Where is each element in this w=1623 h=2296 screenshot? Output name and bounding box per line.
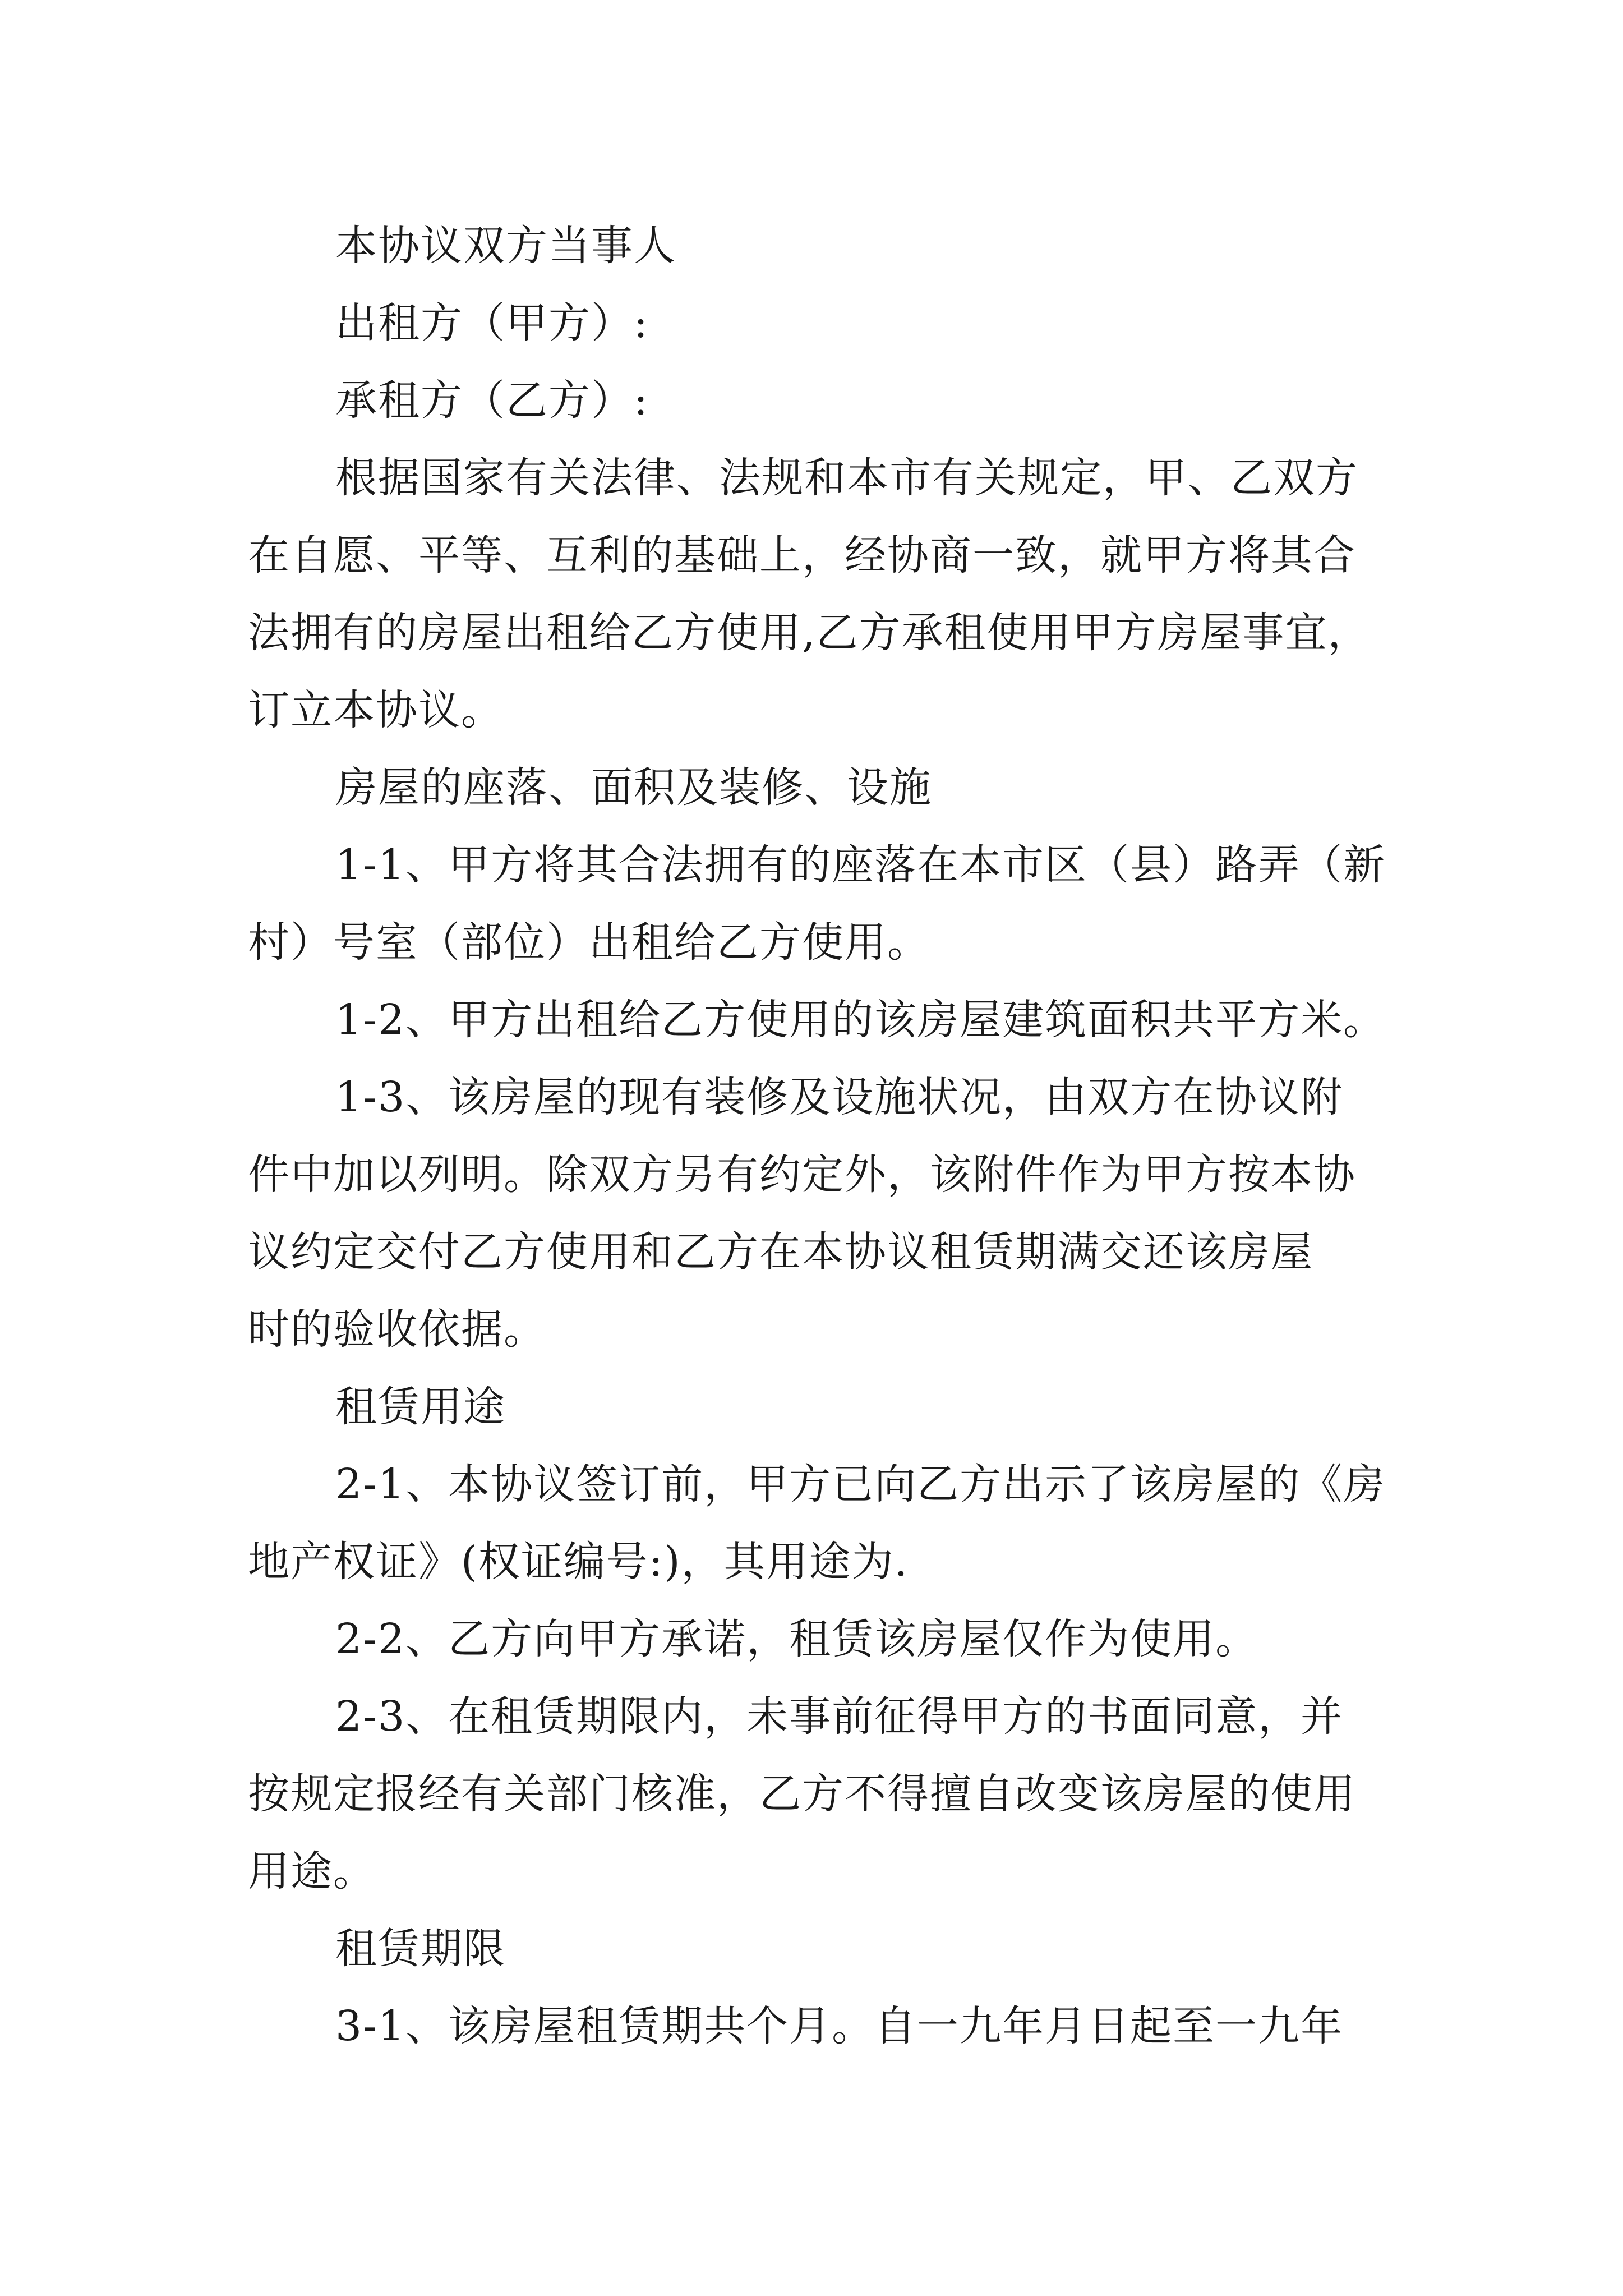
clause-2-1-line: 地产权证》(权证编号:)，其用途为. [248,1538,909,1586]
clause-2-1-line: 2-1、本协议签订前，甲方已向乙方出示了该房屋的《房 [335,1460,1386,1508]
section-heading-premises: 房屋的座落、面积及装修、设施 [335,763,932,812]
preamble-heading: 本协议双方当事人 [335,222,676,270]
clause-1-3-line: 时的验收依据。 [248,1305,546,1354]
clause-1-3-line: 1-3、该房屋的现有装修及设施状况，由双方在协议附 [335,1073,1344,1121]
lessor-label: 出租方（甲方）: [335,299,649,347]
clause-2-2-line: 2-2、乙方向甲方承诺，租赁该房屋仅作为使用。 [335,1615,1258,1663]
preamble-paragraph-line: 订立本协议。 [248,686,504,734]
section-heading-use: 租赁用途 [335,1383,506,1431]
preamble-paragraph-line: 在自愿、平等、互利的基础上，经协商一致，就甲方将其合 [248,531,1356,579]
clause-2-3-line: 按规定报经有关部门核准，乙方不得擅自改变该房屋的使用 [248,1770,1356,1818]
clause-1-3-line: 议约定交付乙方使用和乙方在本协议租赁期满交还该房屋 [248,1228,1313,1276]
clause-3-1-line: 3-1、该房屋租赁期共个月。自一九年月日起至一九年 [335,2002,1344,2050]
clause-2-3-line: 2-3、在租赁期限内，未事前征得甲方的书面同意，并 [335,1692,1344,1741]
clause-1-1-line: 1-1、甲方将其合法拥有的座落在本市区（县）路弄（新 [335,841,1386,889]
preamble-paragraph-line: 根据国家有关法律、法规和本市有关规定，甲、乙双方 [335,454,1358,502]
clause-1-2-line: 1-2、甲方出租给乙方使用的该房屋建筑面积共平方米。 [335,996,1386,1044]
clause-1-3-line: 件中加以列明。除双方另有约定外，该附件作为甲方按本协 [248,1151,1356,1199]
clause-1-1-line: 村）号室（部位）出租给乙方使用。 [248,918,930,967]
section-heading-term: 租赁期限 [335,1925,506,1973]
preamble-paragraph-line: 法拥有的房屋出租给乙方使用,乙方承租使用甲方房屋事宜， [248,609,1371,657]
clause-2-3-line: 用途。 [248,1847,376,1895]
lessee-label: 承租方（乙方）: [335,376,649,425]
